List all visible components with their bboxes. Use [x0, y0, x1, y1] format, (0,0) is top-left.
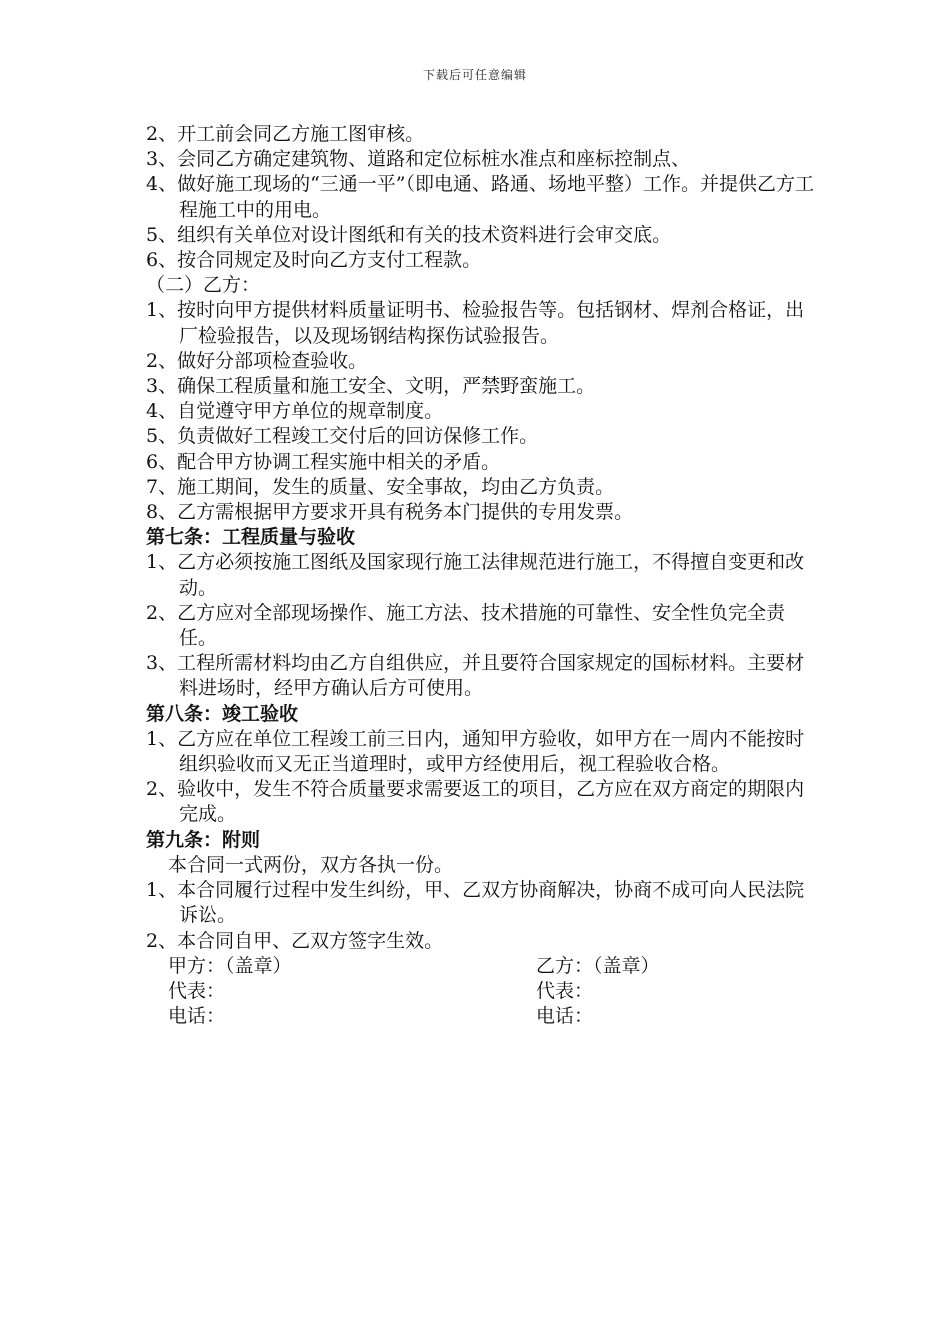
list-item: 2、开工前会同乙方施工图审核。 [146, 123, 425, 145]
article-heading: 第八条：竣工验收 [146, 702, 299, 725]
list-item: 6、配合甲方协调工程实施中相关的矛盾。 [146, 450, 501, 473]
party-a-seal: 甲方：（盖章） [168, 954, 292, 977]
article-heading: 第七条：工程质量与验收 [146, 526, 356, 549]
party-b-phone: 电话： [536, 1005, 594, 1028]
list-item: 1、乙方必须按施工图纸及国家现行施工法律规范进行施工，不得擅自变更和改动。 [146, 551, 805, 599]
paragraph: 本合同一式两份，双方各执一份。 [168, 853, 454, 876]
list-item: 3、工程所需材料均由乙方自组供应，并且要符合国家规定的国标材料。主要材料进场时，经甲方确认后方可使用。 [146, 652, 805, 700]
list-item: 7、施工期间，发生的质量、安全事故，均由乙方负责。 [146, 475, 615, 498]
list-item: 5、组织有关单位对设计图纸和有关的技术资料进行会审交底。 [146, 223, 672, 246]
list-item: 2、验收中，发生不符合质量要求需要返工的项目，乙方应在双方商定的期限内完成。 [146, 778, 805, 826]
list-item: 5、负责做好工程竣工交付后的回访保修工作。 [146, 425, 539, 448]
list-item: 4、做好施工现场的“三通一平”（即电通、路通、场地平整）工作。并提供乙方工程施工中的用电。 [146, 173, 815, 221]
list-item: 2、做好分部项检查验收。 [146, 349, 368, 372]
party-b-representative: 代表： [536, 979, 594, 1002]
party-a-phone: 电话： [168, 1005, 226, 1028]
list-item: 1、本合同履行过程中发生纠纷，甲、乙双方协商解决，协商不成可向人民法院诉讼。 [146, 879, 805, 927]
list-item: 8、乙方需根据甲方要求开具有税务本门提供的专用发票。 [146, 501, 634, 524]
signature-row-representative [146, 979, 816, 1004]
list-item: 1、乙方应在单位工程竣工前三日内，通知甲方验收，如甲方在一周内不能按时组织验收而又无正当道理时，或甲方经使用后，视工程验收合格。 [146, 727, 805, 776]
article-heading: 第九条：附则 [146, 828, 261, 851]
party-a-representative: 代表： [168, 979, 226, 1002]
signature-row-party [146, 954, 816, 979]
list-item: 6、按合同规定及时向乙方支付工程款。 [146, 249, 482, 272]
list-item: 4、自觉遵守甲方单位的规章制度。 [146, 400, 444, 423]
signature-row-phone [146, 1004, 816, 1029]
list-item: 2、乙方应对全部现场操作、施工方法、技术措施的可靠性、安全性负完全责任。 [146, 601, 786, 650]
list-item: 1、按时向甲方提供材料质量证明书、检验报告等。包括钢材、焊剂合格证，出厂检验报告，以及现场钢结构探伤试验报告。 [146, 299, 805, 347]
document-body [146, 122, 816, 1029]
list-item: 2、本合同自甲、乙双方签字生效。 [146, 929, 444, 952]
page-header: 下载后可任意编辑 [422, 68, 527, 82]
party-b-seal: 乙方：（盖章） [536, 954, 660, 977]
list-item: 3、确保工程质量和施工安全、文明，严禁野蛮施工。 [146, 375, 596, 398]
list-item: 3、会同乙方确定建筑物、道路和定位标桩水准点和座标控制点、 [146, 148, 691, 171]
section-label: （二）乙方： [146, 274, 261, 297]
